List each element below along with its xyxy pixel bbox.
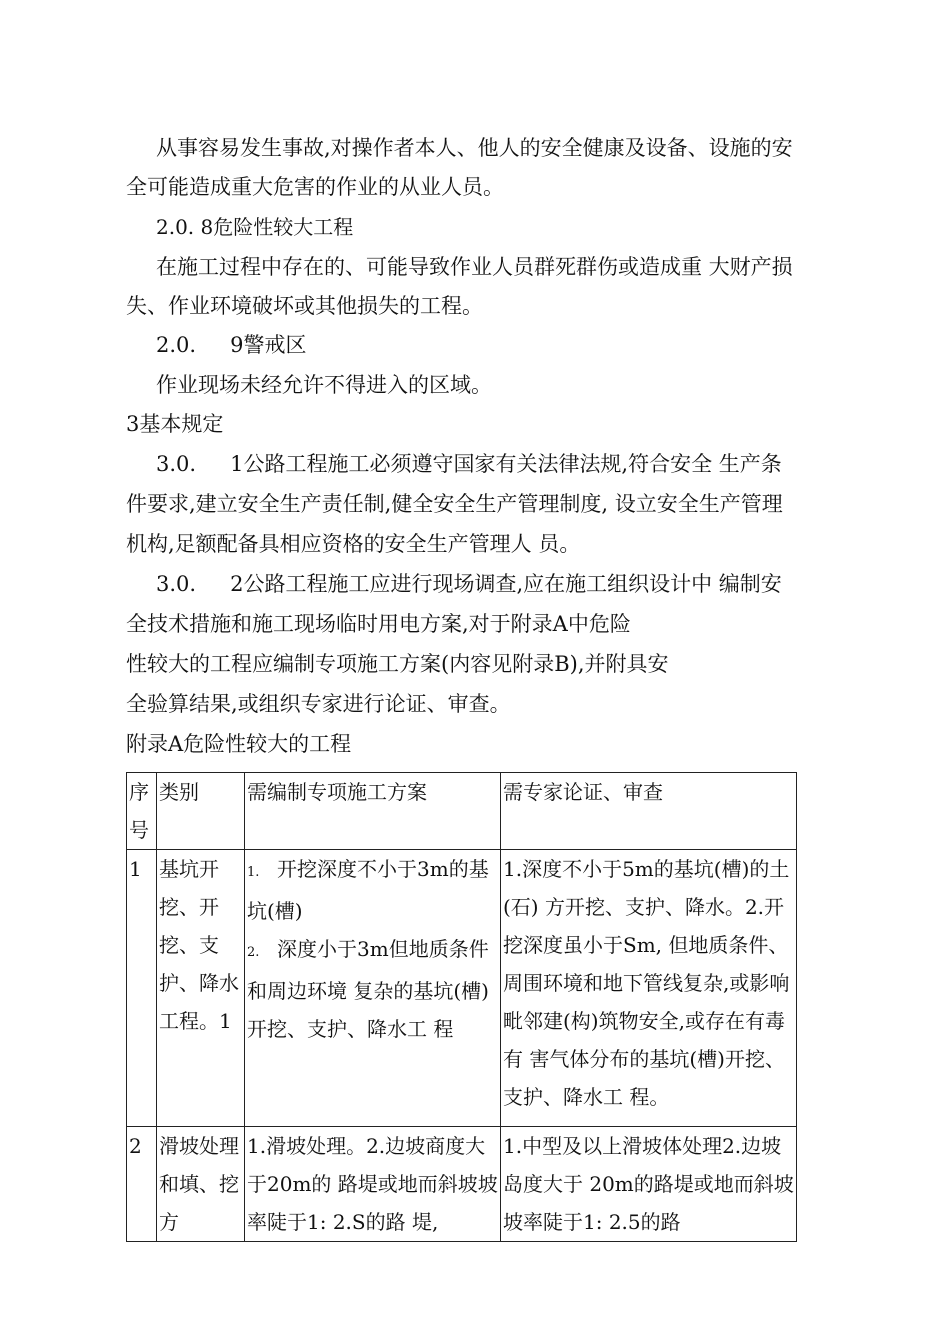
- paragraph-text: 作业现场未经允许不得进入的区域。: [156, 373, 492, 397]
- section-heading-2-0-9: [156, 330, 856, 360]
- paragraph-text: 在施工过程中存在的、可能导致作业人员群死群伤或造成重 大财产损: [156, 255, 793, 279]
- cell-plan: 1.滑坡处理。2.边坡商度大于20m的 路堤或地而斜坡坡率陡于1: 2.S的路 堤,: [245, 1127, 501, 1242]
- clause-3-0-1: [156, 449, 856, 479]
- cell-plan: [245, 850, 501, 1127]
- header-no: 序号: [127, 773, 157, 850]
- clause-text: 1公路工程施工必须遵守国家有关法律法规,符合安全 生产条: [230, 452, 782, 476]
- cell-no: 2: [127, 1127, 157, 1242]
- clause-number: 3.0.: [156, 452, 197, 476]
- cell-category: 滑坡处理和填、挖方: [157, 1127, 245, 1242]
- list-marker: 2.: [247, 945, 260, 960]
- header-expert: 需专家论证、审查: [501, 773, 797, 850]
- table-row: [127, 1127, 797, 1242]
- header-category: 类别: [157, 773, 245, 850]
- paragraph-text: 机构,足额配备具相应资格的安全生产管理人 员。: [126, 532, 581, 556]
- header-plan: 需编制专项施工方案: [245, 773, 501, 850]
- paragraph-text: 全验算结果,或组织专家进行论证、审查。: [126, 692, 511, 716]
- clause-3-0-2: [156, 569, 856, 599]
- clause-number: 3.0.: [156, 572, 197, 596]
- table-header-row: [127, 773, 797, 850]
- paragraph-text: 件要求,建立安全生产责任制,健全安全生产管理制度, 设立安全生产管理: [126, 492, 783, 516]
- cell-expert: 1.深度不小于5m的基坑(槽)的土(石) 方开挖、支护、降水。2.开挖深度虽小于Sm, 但地质条件、周围环境和地下管线复杂,或影响毗邻建(构)筑物安全,或存在有毒有 害气体分布的基坑(槽)开挖、支护、降水工 程。: [501, 850, 797, 1127]
- table-row: [127, 850, 797, 1127]
- paragraph-text: 全可能造成重大危害的作业的从业人员。: [126, 175, 504, 199]
- paragraph-text: 性较大的工程应编制专项施工方案(内容见附录B),并附具安: [126, 652, 669, 676]
- paragraph-text: 从事容易发生事故,对操作者本人、他人的安全健康及设备、设施的安: [156, 136, 793, 160]
- paragraph-text: 全技术措施和施工现场临时用电方案,对于附录A中危险: [126, 612, 631, 636]
- chapter-heading: 3基本规定: [126, 412, 224, 436]
- list-marker: 1.: [247, 865, 260, 880]
- paragraph-text: 失、作业环境破坏或其他损失的工程。: [126, 294, 483, 318]
- section-title: 9警戒区: [230, 333, 307, 357]
- clause-text: 2公路工程施工应进行现场调查,应在施工组织设计中 编制安: [230, 572, 782, 596]
- cell-no: 1: [127, 850, 157, 1127]
- cell-category: 基坑开挖、开挖、支护、降水工程。1: [157, 850, 245, 1127]
- appendix-title: 附录A危险性较大的工程: [126, 732, 352, 756]
- section-heading-2-0-8: 2.0. 8危险性较大工程: [156, 215, 354, 239]
- hazard-project-table: [126, 772, 797, 1242]
- cell-expert: 1.中型及以上滑坡体处理2.边坡岛度大于 20m的路堤或地而斜坡坡率陡于1: 2.5的路: [501, 1127, 797, 1242]
- plan-item-text: 深度小于3m但地质条件和周边环境 复杂的基坑(槽)开挖、支护、降水工 程: [247, 937, 489, 1041]
- plan-item-text: 开挖深度不小于3m的基坑(槽): [247, 857, 489, 923]
- section-number: 2.0.: [156, 333, 197, 357]
